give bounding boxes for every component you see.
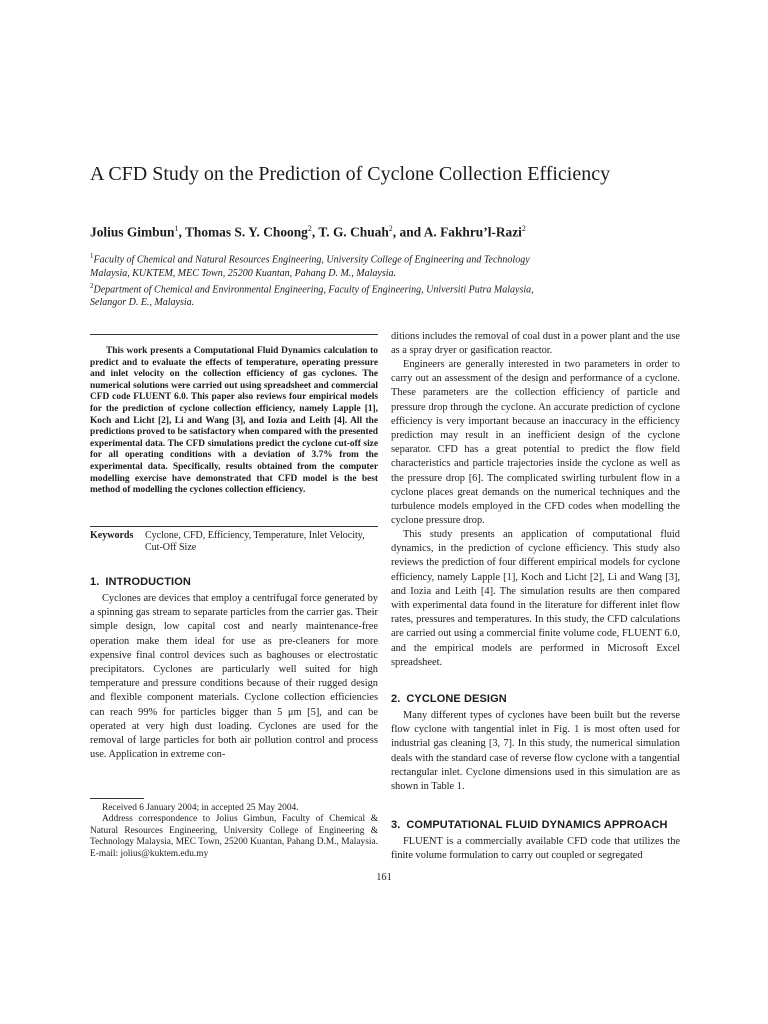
keywords-rule [90,526,378,527]
author-name: Jolius Gimbun [90,224,175,240]
intro-paragraph-continued: ditions includes the removal of coal dust in a power plant and the use as a spray dryer or gasification reactor. [391,331,680,357]
footnote-rule [90,798,144,799]
section-title: CYCLONE DESIGN [406,693,507,705]
section-title: INTRODUCTION [105,576,191,588]
cfd-paragraph: FLUENT is a commercially available CFD code that utilizes the finite volume formulation to carry out coupled or segregated [391,836,680,862]
section-heading-cfd-approach [391,819,668,831]
keywords-label: Keywords [90,530,134,541]
affiliation-text: Department of Chemical and Environmental Engineering, Faculty of Engineering, Universiti Putra Malaysia, Selangor D. E., Malaysia. [90,284,534,309]
affiliations [90,250,570,309]
author-affiliation-mark: 1 [174,224,179,233]
footnote [90,803,378,860]
affiliation-mark: 1 [90,252,94,260]
intro-paragraph: Cyclones are devices that employ a centrifugal force generated by a spinning gas stream to separate particles from the carrier gas. Their simple design, low capital cost and nearly maintenance-free operation make them ideal for use as pre-cleaners for more expensive final control devices such as baghouses or electrostatic precipitators. Cyclones are particularly well suited for high temperature and pressure conditions because of their rugged design and flexible component materials. Cyclone collection efficiencies can reach 99% for particles bigger than 5 μm [5], and can be operated at very high dust loading. Cyclones are used for the removal of large particles for both air pollution control and process use. Application in extreme con- [90,593,378,761]
section-heading-cyclone-design [391,693,507,705]
paper-title: A CFD Study on the Prediction of Cyclone Collection Efficiency [90,163,611,185]
intro-paragraph: Engineers are generally interested in two parameters in order to carry out an assessment of the design and performance of a cyclone. These parameters are the collection efficiency of particle and pressure drop through the cyclone. An accurate prediction of cyclone efficiency is very important because an inaccuracy in the efficiency prediction may result in an inefficient design of the cyclone separator. CFD has a great potential to predict the flow field characteristics and particle trajectories inside the cyclone as well as the pressure drop [6]. The complicated swirling turbulent flow in a cyclone places great demands on the numerical techniques and the turbulence models employed in the CFD codes when modelling the cyclone pressure drop. [391,359,680,527]
keywords [90,530,378,554]
affiliation-mark: 2 [90,281,94,290]
affiliation-item [90,280,570,310]
intro-paragraph: This study presents an application of computational fluid dynamics, in the prediction of cyclone efficiency. This study also reviews the prediction of four different empirical models for cyclone efficiency, namely Lapple [1], Koch and Licht [2], Li and Wang [3], and Iozia and Leith [4]. The simulation results are then compared with experimental data found in the literature for different inlet flow rates, pressures and temperatures. In this study, the CFD calculations are carried out using a commercial finite volume code, FLUENT 6.0, and the empirical models are performed in Microsoft Excel spreadsheet. [391,529,680,668]
author-affiliation-mark: 2 [388,224,393,233]
keywords-text: Cyclone, CFD, Efficiency, Temperature, Inlet Velocity, Cut-Off Size [145,530,365,553]
author-name: A. Fakhru’l-Razi [423,224,522,240]
section-number: 2. [391,693,401,705]
author-name: T. G. Chuah [318,224,389,240]
author-separator: , [178,224,185,240]
abstract: This work presents a Computational Fluid Dynamics calculation to predict and to evaluate the effects of temperature, operating pressure and inlet velocity on the collection efficiency of gas cyclones. The numerical solutions were carried out using spreadsheet and commercial CFD code FLUENT 6.0. This paper also reviews four empirical models for the prediction of cyclone collection efficiency, namely Lapple [1], Koch and Licht [2], Li and Wang [3], and Iozia and Leith [4]. All the predictions proved to be satisfactory when compared with the presented experimental data. The CFD simulations predict the cyclone cut-off size for all operating conditions with a deviation of 3.7% from the experimental data. Specifically, results obtained from the computer modelling exercise have demonstrated that CFD model is the best method of modelling the cyclones collection efficiency. [90,346,378,496]
author-name: Thomas S. Y. Choong [184,224,308,240]
author-separator: , [311,224,319,240]
author-list [90,221,690,240]
correspondence-address: Address correspondence to Jolius Gimbun, Faculty of Chemical & Natural Resources Engineering, University College of Engineering & Technology Malaysia, MEC Town, 25200 Kuantan, Pahang D.M., Malaysia. E-mail: jolius@kuktem.edu.my [90,814,378,859]
abstract-top-rule [90,334,378,335]
received-dates: Received 6 January 2004; in accepted 25 May 2004. [102,803,299,813]
section-heading-introduction [90,576,191,588]
design-paragraph: Many different types of cyclones have been built but the reverse flow cyclone with tangential inlet in Fig. 1 is most often used for industrial gas cleaning [3, 7]. In this study, the numerical simulation deals with the standard case of reverse flow cyclone with a tangential rectangular inlet. Cyclone dimensions used in this simulation are as shown in Table 1. [391,710,680,793]
affiliation-item [90,250,570,280]
author-affiliation-mark: 2 [307,224,312,233]
section-number: 3. [391,819,401,831]
page-number: 161 [376,872,392,883]
author-affiliation-mark: 2 [521,224,526,233]
author-separator: , and [392,224,424,240]
affiliation-text: Faculty of Chemical and Natural Resources Engineering, University College of Engineering and Technology Malaysia, KUKTEM, MEC Town, 25200 Kuantan, Pahang D. M., Malaysia. [90,254,530,279]
section-title: COMPUTATIONAL FLUID DYNAMICS APPROACH [406,819,668,831]
section-number: 1. [90,576,100,588]
